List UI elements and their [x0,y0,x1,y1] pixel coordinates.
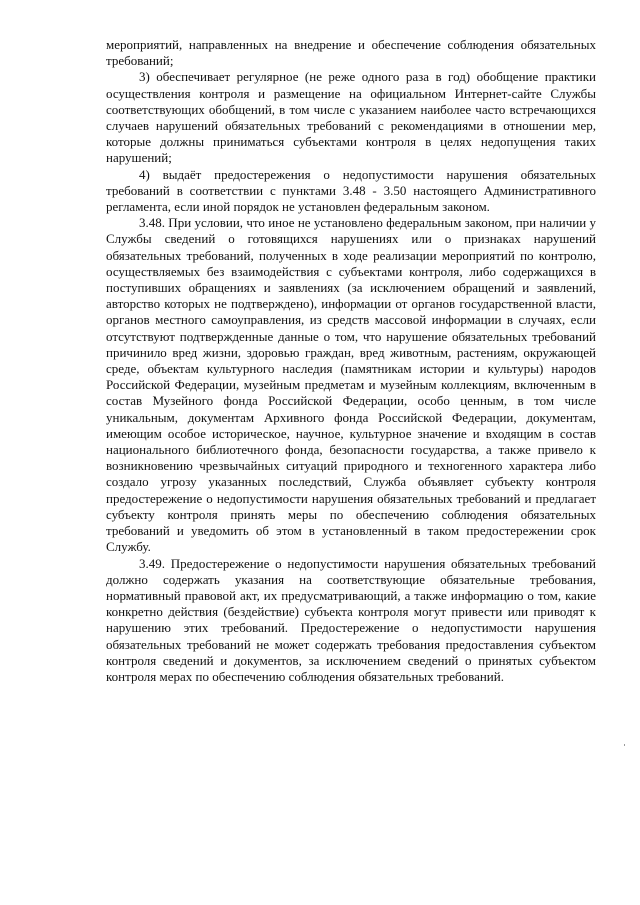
paragraph-continuation: мероприятий, направленных на внедрение и обеспечение соблюдения обязательных требований; [106,37,596,69]
paragraph-3-49: 3.49. Предостережение о недопустимости нарушения обязательных требований должно содержать указания на соответствующие обязательные требования, нормативный правовой акт, их предусматривающий, а также информацию о том, какие конкретно действия (бездействие) субъекта контроля могут привести или приводят к нарушению этих требований. Предостережение о недопустимости нарушения обязательных требований не может содержать требования предоставления субъектом контроля сведений и документов, за исключением сведений о принятых субъектом контроля мерах по обеспечению соблюдения обязательных требований. [106,555,596,684]
scan-speck [624,744,625,746]
paragraph-item-3: 3) обеспечивает регулярное (не реже одного раза в год) обобщение практики осуществления контроля и размещение на официальном Интернет-сайте Службы соответствующих обобщений, в том числе с указанием наиболее часто встречающихся случаев нарушений обязательных требований с рекомендациями в отношении мер, которые должны приниматься субъектами контроля в целях недопущения таких нарушений; [106,69,596,166]
paragraph-item-4: 4) выдаёт предостережения о недопустимости нарушения обязательных требований в соответствии с пунктами 3.48 - 3.50 настоящего Административного регламента, если иной порядок не установлен федеральным законом. [106,166,596,215]
paragraph-3-48: 3.48. При условии, что иное не установлено федеральным законом, при наличии у Службы сведений о готовящихся нарушениях или о признаках нарушений обязательных требований, полученных в ходе реализации мероприятий по контролю, осуществляемых без взаимодействия с субъектами контроля, либо содержащихся в поступивших обращениях и заявлениях (за исключением обращений и заявлений, авторство которых не подтверждено), информации от органов государственной власти, органов местного самоуправления, из средств массовой информации в случаях, если отсутствуют подтвержденные данные о том, что нарушение обязательных требований причинило вред жизни, здоровью граждан, вред животным, растениям, окружающей среде, объектам культурного наследия (памятникам истории и культуры) народов Российской Федерации, музейным предметам и музейным коллекциям, включенным в состав Музейного фонда Российской Федерации, особо ценным, в том числе уникальным, документам Архивного фонда Российской Федерации, документам, имеющим особое историческое, научное, культурное значение и входящим в состав национального библиотечного фонда, безопасности государства, а также привело к возникновению чрезвычайных ситуаций природного и техногенного характера либо создало угрозу указанных последствий, Служба объявляет субъекту контроля предостережение о недопустимости нарушения обязательных требований и предлагает субъекту контроля принять меры по обеспечению соблюдения обязательных требований и уведомить об этом в установленный в таком предостережении срок Службу. [106,215,596,555]
document-body [106,37,596,685]
